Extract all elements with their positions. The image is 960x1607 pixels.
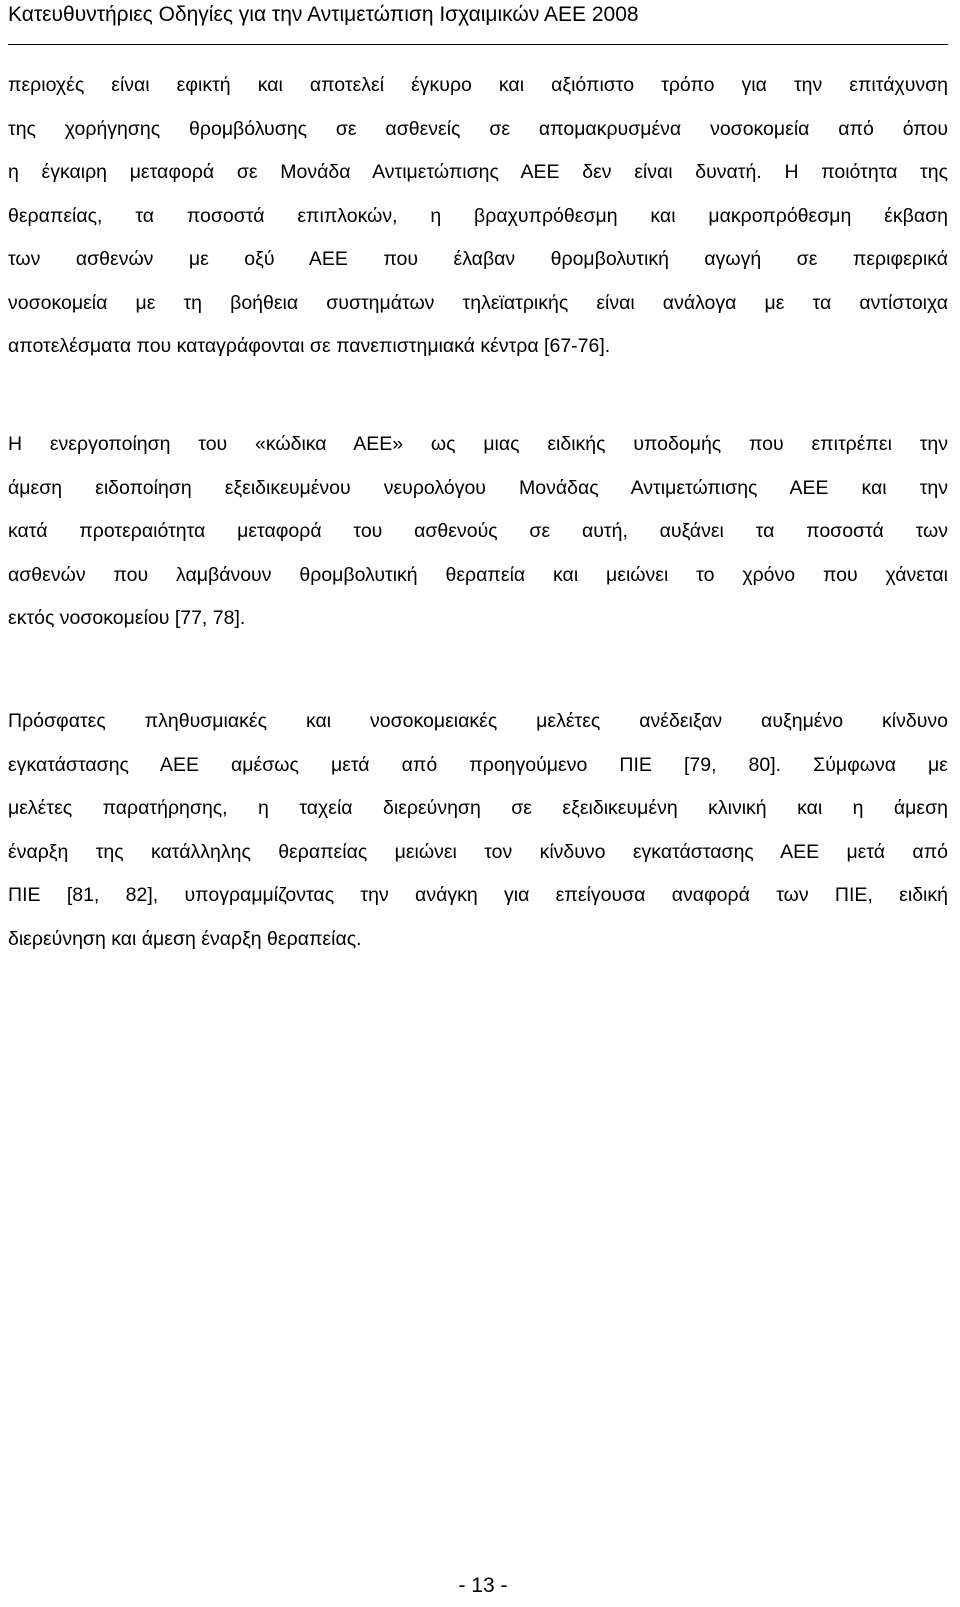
paragraph-line: μελέτες παρατήρησης, η ταχεία διερεύνηση σε εξειδικευμένη κλινική και η άμεση xyxy=(8,797,948,819)
page-header xyxy=(8,0,948,45)
paragraph-line: εκτός νοσοκομείου [77, 78]. xyxy=(8,607,246,629)
paragraph-line: ΠΙΕ [81, 82], υπογραμμίζοντας την ανάγκη για επείγουσα αναφορά των ΠΙΕ, ειδική xyxy=(8,884,948,906)
paragraph-telemedicine xyxy=(8,64,948,369)
header-title: Κατευθυντήριες Οδηγίες για την Αντιμετώπιση Ισχαιμικών ΑΕΕ 2008 xyxy=(8,3,639,26)
paragraph-stroke-code xyxy=(8,423,948,641)
paragraph-line: εγκατάστασης ΑΕΕ αμέσως μετά από προηγούμενο ΠΙΕ [79, 80]. Σύμφωνα με xyxy=(8,753,948,776)
paragraph-line: των ασθενών με οξύ ΑΕΕ που έλαβαν θρομβολυτική αγωγή σε περιφερικά xyxy=(8,248,948,270)
paragraph-line: κατά προτεραιότητα μεταφορά του ασθενούς σε αυτή, αυξάνει τα ποσοστά των xyxy=(8,520,948,542)
paragraph-line: περιοχές είναι εφικτή και αποτελεί έγκυρο και αξιόπιστο τρόπο για την επιτάχυνση xyxy=(8,74,948,96)
paragraph-line: νοσοκομεία με τη βοήθεια συστημάτων τηλεϊατρικής είναι ανάλογα με τα αντίστοιχα xyxy=(8,291,948,314)
paragraph-line: θεραπείας, τα ποσοστά επιπλοκών, η βραχυπρόθεσμη και μακροπρόθεσμη έκβαση xyxy=(8,204,948,227)
page-number-container xyxy=(0,1573,960,1599)
paragraph-tia-risk xyxy=(8,700,948,961)
paragraph-line: έναρξη της κατάλληλης θεραπείας μειώνει τον κίνδυνο εγκατάστασης ΑΕΕ μετά από xyxy=(8,840,948,863)
page-number: - 13 - xyxy=(458,1574,508,1597)
paragraph-line: η έγκαιρη μεταφορά σε Μονάδα Αντιμετώπισης ΑΕΕ δεν είναι δυνατή. Η ποιότητα της xyxy=(8,161,948,183)
paragraph-line: ασθενών που λαμβάνουν θρομβολυτική θεραπεία και μειώνει το χρόνο που χάνεται xyxy=(8,563,948,586)
paragraph-line: διερεύνηση και άμεση έναρξη θεραπείας. xyxy=(8,927,362,950)
paragraph-line: Η ενεργοποίηση του «κώδικα ΑΕΕ» ως μιας ειδικής υποδομής που επιτρέπει την xyxy=(8,433,948,455)
paragraph-line: της χορήγησης θρομβόλυσης σε ασθενείς σε απομακρυσμένα νοσοκομεία από όπου xyxy=(8,117,948,140)
paragraph-line: αποτελέσματα που καταγράφονται σε πανεπιστημιακά κέντρα [67-76]. xyxy=(8,335,611,357)
paragraph-line: άμεση ειδοποίηση εξειδικευμένου νευρολόγου Μονάδας Αντιμετώπισης ΑΕΕ και την xyxy=(8,476,948,499)
paragraph-line: Πρόσφατες πληθυσμιακές και νοσοκομειακές μελέτες ανέδειξαν αυξημένο κίνδυνο xyxy=(8,710,948,732)
